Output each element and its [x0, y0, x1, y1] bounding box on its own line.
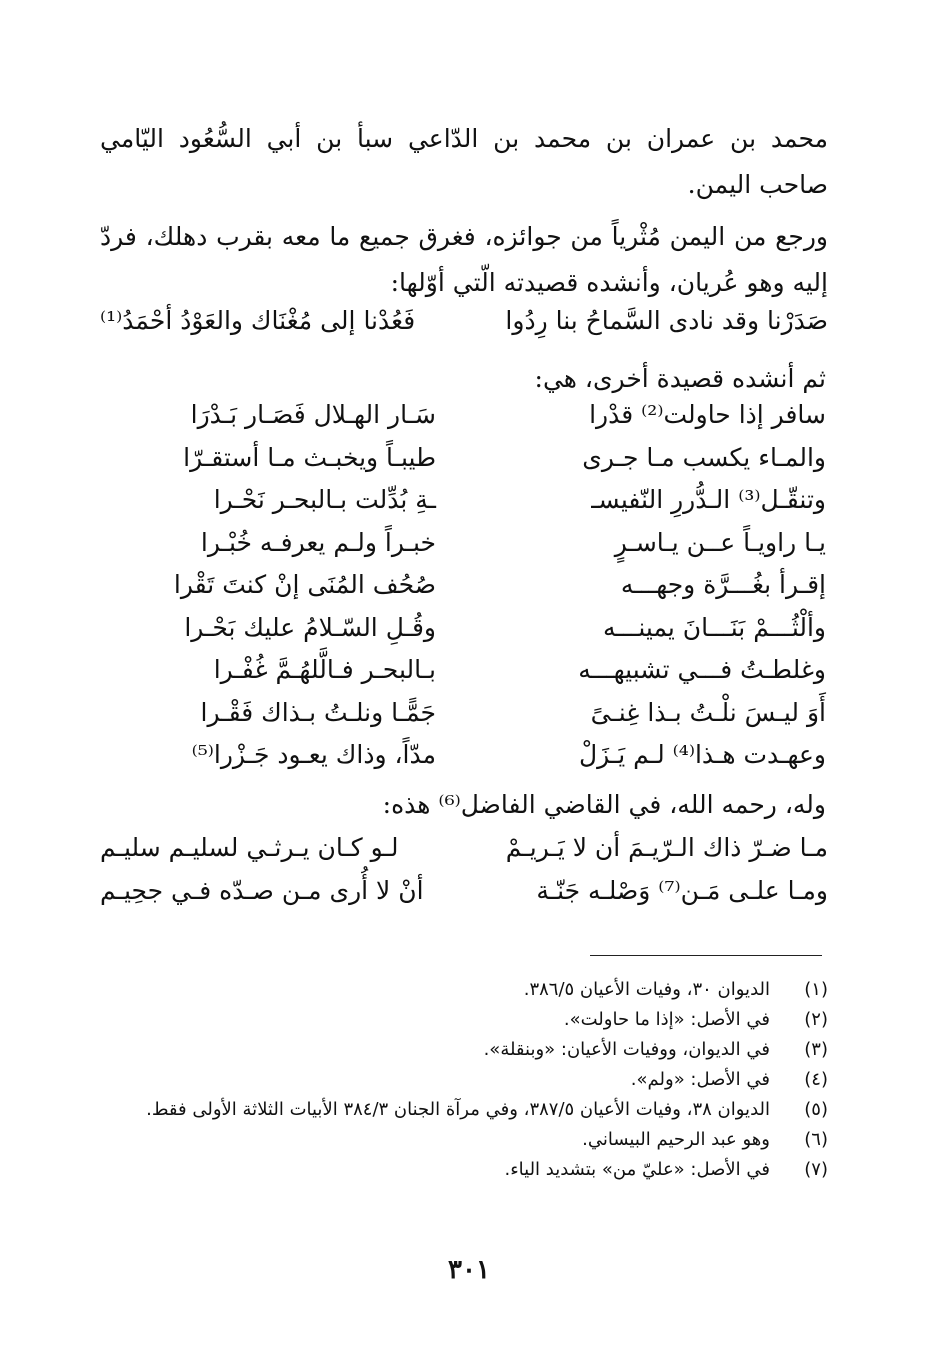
- footnote-number: (٦): [804, 1129, 828, 1150]
- footnote-number: (٣): [804, 1039, 828, 1060]
- footnote-number: (٢): [804, 1009, 828, 1030]
- final-verse: [100, 868, 828, 914]
- hemistich-first: وغلطـتُ فـــي تشبيهـــه: [578, 655, 826, 684]
- footnote-text: الديوان ٣٠، وفيات الأعيان ٣٨٦/٥.: [523, 979, 770, 1000]
- hemistich-first: وألْثُـــمْ بَنَـــانَ يمينـــه: [602, 612, 826, 642]
- hemistich-second: خبـراً ولـم يعرفـه خُبْـرا: [200, 527, 436, 557]
- hemistich-first: والمـاء يكسب مـا جـرى: [582, 442, 826, 472]
- verse-first-half: ومـا علـى مَـن⁽⁷⁾ وَصْلـه جَنّـة: [536, 876, 828, 905]
- footnote-number: (٤): [804, 1069, 828, 1090]
- footnote: [100, 1065, 828, 1095]
- hemistich-second: سَـار الهـلال فَصَـار بَـدْرَا: [190, 400, 436, 429]
- poem-line: [186, 607, 826, 650]
- verse-second-half: لـو كـان يـرثـي لسليـم سليـم: [100, 833, 399, 862]
- hemistich-first: إقـرأ بغُـــرَّة وجهـــه: [620, 570, 826, 599]
- footnote-number: (٧): [804, 1159, 828, 1180]
- poem-line: [186, 522, 826, 565]
- footnote: [100, 1005, 828, 1035]
- footnote-divider: [590, 955, 822, 956]
- poem-line: [183, 437, 826, 480]
- poem-intro: ثم أنشده قصيدة أخرى، هي:: [534, 364, 826, 393]
- hemistich-first: أَوَ ليـسَ نلْـتُ بـذا غِنـىً: [590, 697, 826, 727]
- footnote-text: في الديوان، ووفيات الأعيان: «وبنقلة».: [483, 1039, 770, 1060]
- footnote: [100, 1125, 828, 1155]
- footnote: [100, 975, 828, 1005]
- hemistich-first: سافر إذا حاولت⁽²⁾ قدْرا: [589, 400, 826, 429]
- verse-first-half: مـا ضـرّ ذاك الـرّيـمَ أن لا يَـريـمْ: [505, 833, 828, 862]
- hemistich-second: مدّاً، وذاك يعـود جَـزْرا⁽⁵⁾: [191, 740, 436, 769]
- verse-first-half: صَدَرْنا وقد نادى السَّماحُ بنا رِدُوا: [505, 306, 828, 335]
- verse-second-half: أنْ لا أُرى مـن صـدّه فـي جحِيـم: [100, 876, 424, 905]
- footnote: [100, 1095, 828, 1125]
- hemistich-second: جَمًّـا ونلـتُ بـذاك فَقْـرا: [200, 697, 436, 727]
- hemistich-second: بـالبحـر فـالَّلهُـمَّ غُفْـرا: [213, 655, 436, 684]
- footnote-text: وهو عبد الرحيم البيساني.: [582, 1129, 770, 1150]
- page-number: ٣٠١: [448, 1255, 490, 1285]
- poem: [173, 394, 826, 777]
- poem-line: [186, 649, 826, 692]
- hemistich-second: ـةِ بُدِّلت بـالبحـر نَحْـرا: [213, 485, 436, 514]
- verse-second-half: فَعُدْنا إلى مُغْنَاك والعَوْدُ أحْمَدُ⁽¹⁾: [100, 306, 416, 335]
- hemistich-first: يـا راويـاً عــن يـاسـرٍ: [614, 527, 826, 557]
- hemistich-second: طيبـاً ويخبـث مـا أستقـرّا: [183, 442, 436, 472]
- footnotes: [100, 975, 828, 1185]
- footnote-text: في الأصل: «عليّ من» بتشديد الياء.: [504, 1159, 770, 1180]
- footnote: [100, 1035, 828, 1065]
- poem-line: [173, 564, 826, 607]
- hemistich-second: وقُـلِ السّـلامُ عليك بَحْـرا: [184, 612, 436, 642]
- final-verse: [100, 825, 828, 871]
- footnote-text: في الأصل: «إذا ما حاولت».: [563, 1009, 770, 1030]
- poem-line: [186, 394, 826, 437]
- footnote-text: في الأصل: «ولم».: [630, 1069, 770, 1090]
- footnote: [100, 1155, 828, 1185]
- third-poem-intro: وله، رحمه الله، في القاضي الفاضل⁽⁶⁾ هذه:: [382, 790, 826, 819]
- hemistich-first: وعهـدت هـذا⁽⁴⁾ لـم يَـزَلْ: [578, 740, 826, 769]
- paragraph-continuation: محمد بن عمران بن محمد بن الدّاعي سبأ بن أبي السُّعُود اليّامي صاحب اليمن.: [100, 124, 828, 199]
- paragraph-return-from-yemen: ورجع من اليمن مُثْرياً من جوائزه، فغرق جميع ما معه بقرب دهلك، فردّ إليه وهو عُريان، وأنشده قصيدته الّتي أوّلها:: [100, 222, 828, 297]
- hemistich-first: وتنقّـل⁽³⁾ الـدُّررِ النّفيسـ: [591, 485, 826, 514]
- poem-line: [186, 479, 826, 522]
- footnote-number: (٥): [804, 1099, 828, 1120]
- poem-line: [186, 692, 826, 735]
- footnote-text: الديوان ٣٨، وفيات الأعيان ٣٨٧/٥، وفي مرآة الجنان ٣٨٤/٣ الأبيات الثلاثة الأولى فقط.: [146, 1099, 770, 1120]
- hemistich-second: صُحُف المُنَى إنْ كنتَ تَقْرا: [173, 570, 436, 599]
- poem-line: [186, 734, 826, 777]
- footnote-number: (١): [804, 979, 828, 1000]
- opening-verse: [100, 298, 828, 344]
